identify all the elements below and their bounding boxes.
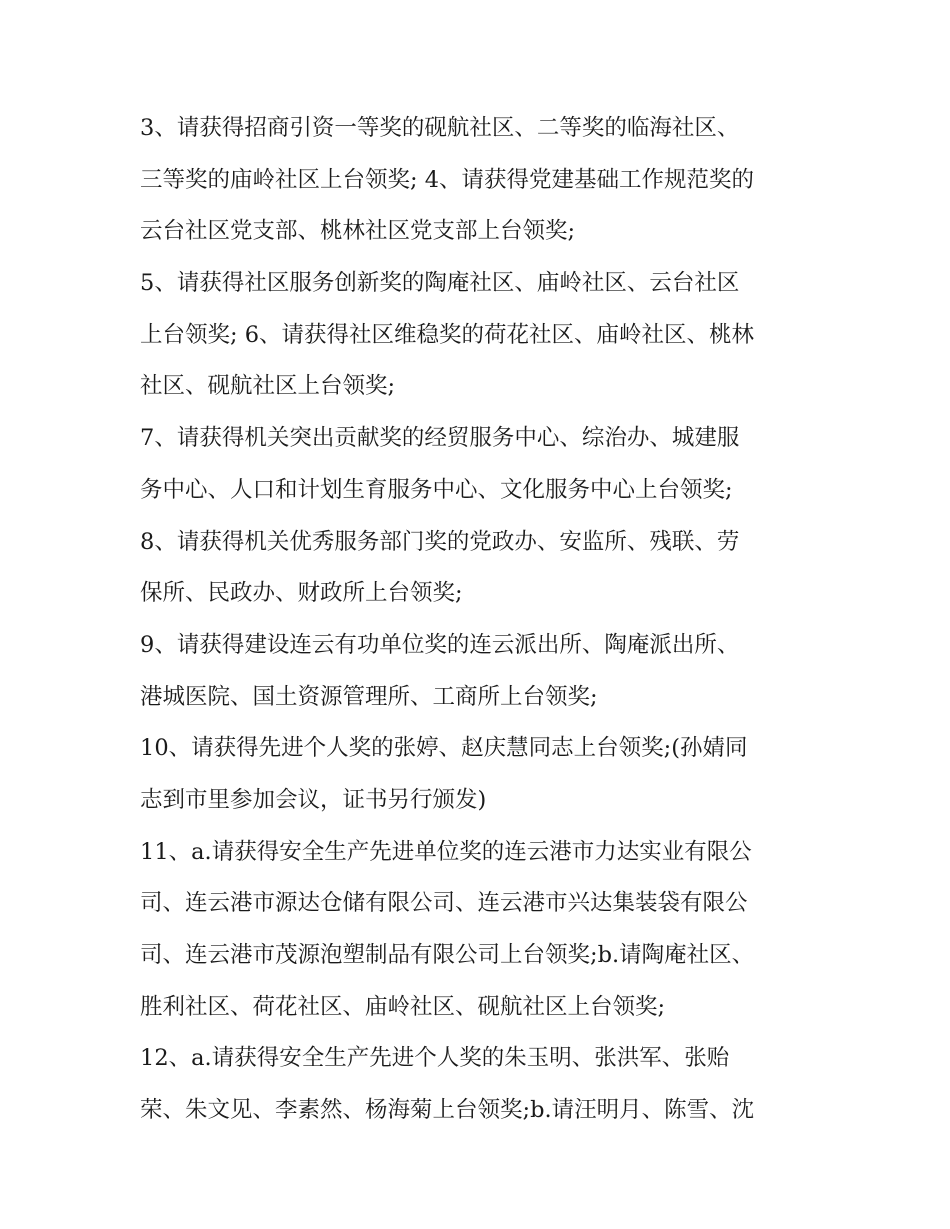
- text-line: 胜利社区、荷花社区、庙岭社区、砚航社区上台领奖;: [140, 993, 666, 1020]
- text-line: 12、a.请获得安全生产先进个人奖的朱玉明、张洪军、张贻: [140, 1045, 730, 1072]
- text-line: 云台社区党支部、桃林社区党支部上台领奖;: [140, 218, 576, 245]
- text-line: 港城医院、国土资源管理所、工商所上台领奖;: [140, 683, 598, 710]
- text-line: 5、请获得社区服务创新奖的陶庵社区、庙岭社区、云台社区: [140, 270, 740, 297]
- text-line: 志到市里参加会议，证书另行颁发): [140, 786, 487, 813]
- text-line: 务中心、人口和计划生育服务中心、文化服务中心上台领奖;: [140, 476, 733, 503]
- text-line: 荣、朱文见、李素然、杨海菊上台领奖;b.请汪明月、陈雪、沈: [140, 1097, 755, 1124]
- text-line: 11、a.请获得安全生产先进单位奖的连云港市力达实业有限公: [140, 838, 752, 865]
- text-line: 3、请获得招商引资一等奖的砚航社区、二等奖的临海社区、: [140, 115, 740, 141]
- document-body: [140, 107, 812, 1141]
- text-line: 9、请获得建设连云有功单位奖的连云派出所、陶庵派出所、: [140, 631, 740, 658]
- text-line: 7、请获得机关突出贡献奖的经贸服务中心、综治办、城建服: [140, 425, 740, 452]
- text-line: 上台领奖; 6、请获得社区维稳奖的荷花社区、庙岭社区、桃林: [140, 321, 755, 348]
- text-line: 三等奖的庙岭社区上台领奖; 4、请获得党建基础工作规范奖的: [140, 166, 755, 193]
- text-line: 社区、砚航社区上台领奖;: [140, 373, 396, 400]
- text-line: 司、连云港市源达仓储有限公司、连云港市兴达集装袋有限公: [140, 890, 748, 917]
- text-line: 8、请获得机关优秀服务部门奖的党政办、安监所、残联、劳: [140, 528, 740, 555]
- text-line: 司、连云港市茂源泡塑制品有限公司上台领奖;b.请陶庵社区、: [140, 942, 755, 968]
- text-line: 保所、民政办、财政所上台领奖;: [140, 580, 463, 607]
- text-line: 10、请获得先进个人奖的张婷、赵庆慧同志上台领奖;(孙婧同: [140, 735, 748, 762]
